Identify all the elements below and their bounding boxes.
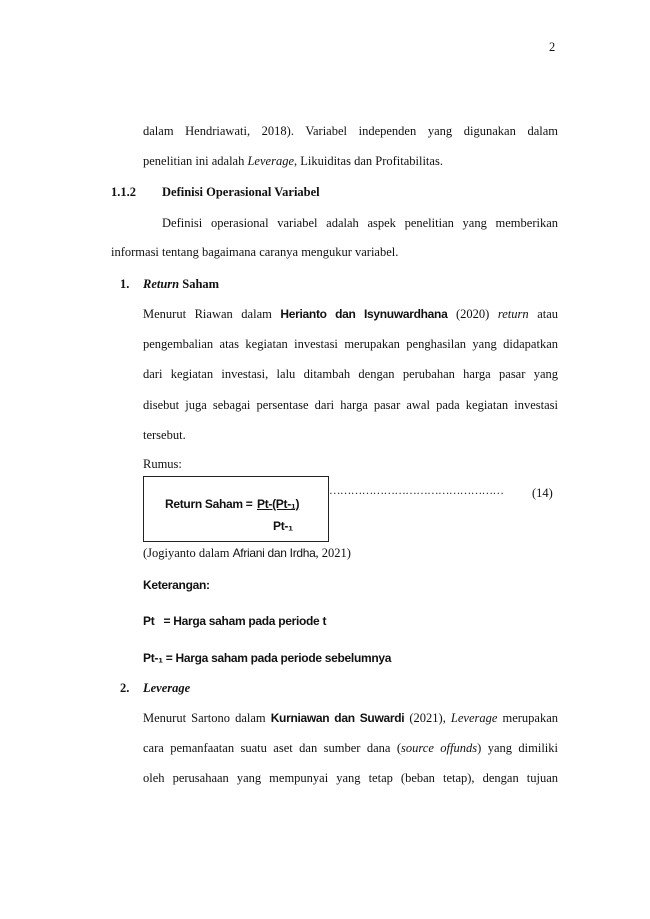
definition-line1: Definisi operasional variabel adalah aspek penelitian yang memberikan: [162, 216, 558, 230]
rumus-label: Rumus:: [143, 457, 182, 471]
section-number: 1.1.2: [111, 185, 136, 199]
formula-left: Return Saham =: [165, 497, 253, 511]
item1-line1: Menurut Riawan dalam Herianto dan Isynuwardhana (2020) return atau: [143, 307, 559, 321]
section-title: Definisi Operasional Variabel: [162, 185, 320, 199]
item1-number: 1.: [120, 277, 130, 291]
item1-line2: pengembalian atas kegiatan investasi merupakan penghasilan yang didapatkan: [143, 337, 558, 351]
item1-line5: tersebut.: [143, 428, 186, 442]
item1-line4: disebut juga sebagai persentase dari harga pasar awal pada kegiatan investasi: [143, 398, 558, 412]
formula-source: (Jogiyanto dalam Afriani dan Irdha, 2021): [143, 546, 351, 560]
item2-line2: cara pemanfaatan suatu aset dan sumber dana (source offunds) yang dimiliki: [143, 741, 558, 755]
formula-numerator: Pt-(Pt-₁): [257, 497, 300, 511]
para1-line2: penelitian ini adalah Leverage, Likuiditas dan Profitabilitas.: [143, 154, 443, 168]
item1-line3: dari kegiatan investasi, lalu ditambah dengan perubahan harga pasar yang: [143, 367, 558, 381]
keterangan-pt-1: Pt-₁ = Harga saham pada periode sebelumnya: [143, 651, 392, 665]
formula-denominator: Pt-₁: [273, 519, 293, 533]
page-number: 2: [549, 40, 556, 54]
keterangan-pt: Pt = Harga saham pada periode t: [143, 614, 327, 628]
item2-line1: Menurut Sartono dalam Kurniawan dan Suwardi (2021), Leverage merupakan: [143, 711, 559, 725]
item2-title: Leverage: [143, 681, 191, 695]
keterangan-label: Keterangan:: [143, 578, 210, 592]
item2-number: 2.: [120, 681, 130, 695]
definition-line2: informasi tentang bagaimana caranya mengukur variabel.: [111, 245, 399, 259]
para1-line1: dalam Hendriawati, 2018). Variabel independen yang digunakan dalam: [143, 124, 558, 138]
item1-title: Return Saham: [143, 277, 220, 291]
equation-leader: …………………………………………: [329, 485, 504, 497]
item2-line3: oleh perusahaan yang mempunyai yang tetap (beban tetap), dengan tujuan: [143, 771, 558, 785]
equation-number: (14): [532, 486, 553, 500]
